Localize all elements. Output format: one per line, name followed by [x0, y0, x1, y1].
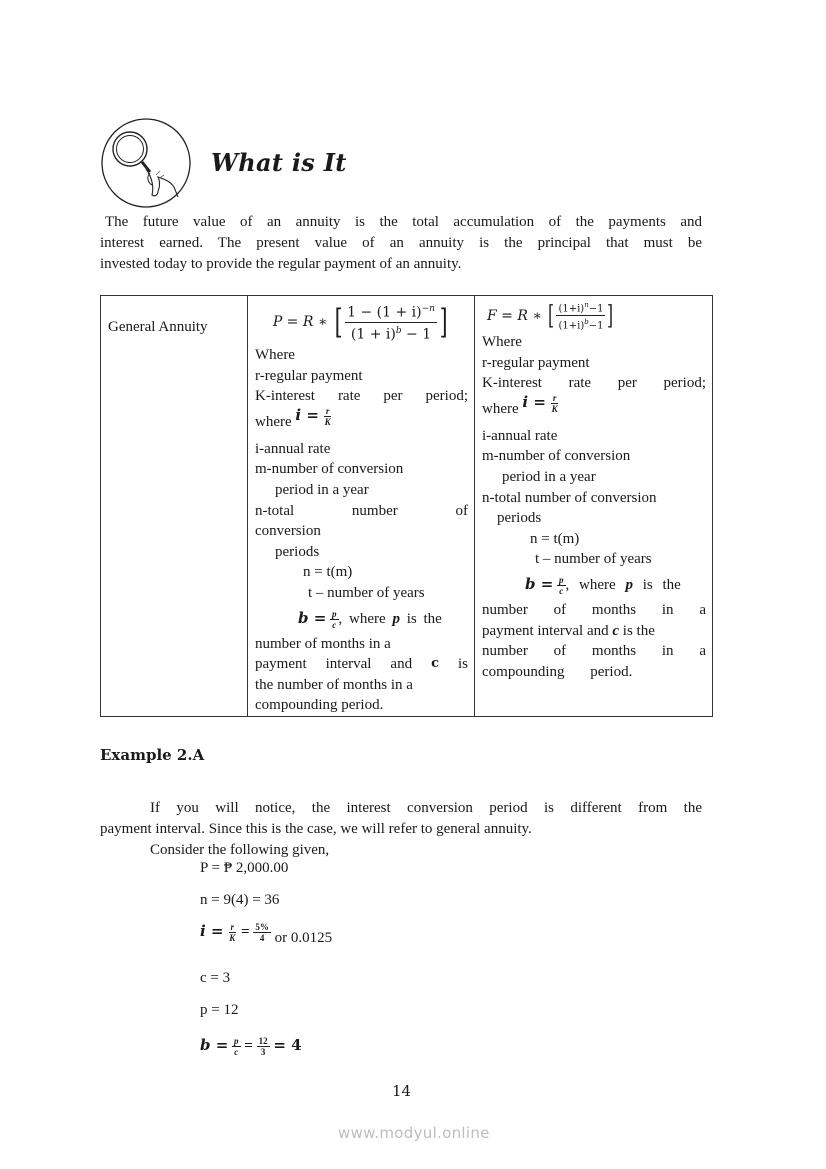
- k-definition: K-interest rate per period;: [255, 388, 468, 405]
- para-line: Consider the following given,: [150, 841, 330, 858]
- b-description: the number of months in a: [255, 676, 413, 693]
- given-c: c = 3: [200, 970, 231, 986]
- n-definition: n-total number of conversion: [482, 489, 657, 506]
- given-b: b = $\frac{p}{c}$ = $\frac{12}{3}$ = 4: [200, 1036, 302, 1058]
- watermark: www.modyul.online: [338, 1124, 490, 1142]
- n-equation: n = t(m): [303, 564, 353, 581]
- intro-line: interest earned. The present value of an annuity is the principal that must be: [100, 234, 702, 251]
- b-description: number of months in a: [482, 643, 706, 660]
- future-value-cell: [475, 296, 713, 717]
- given-p: p = 12: [200, 1002, 239, 1018]
- given-n: n = 9(4) = 36: [200, 892, 280, 908]
- where-label: Where: [482, 334, 522, 350]
- intro-line: The future value of an annuity is the total accumulation of the payments and: [105, 214, 702, 230]
- b-description: number of months in a: [255, 635, 391, 652]
- bracket-right: ]: [439, 302, 448, 343]
- b-formula: b = $\frac{p}{c}$ , where p is the: [298, 608, 442, 630]
- pv-fraction: $\frac{1 - (1 + i)^{-n}}{(1 + i)^b - 1}$: [345, 301, 437, 343]
- example-title: Example 2.A: [100, 746, 205, 764]
- given-i: i = $\frac{r}{K}$ = $\frac{5\%}{4}$ or 0.0125: [200, 922, 333, 946]
- magnifying-glass-hand-icon: [100, 117, 192, 209]
- b-description: compounding period.: [482, 663, 633, 680]
- i-formula: where i = $\frac{r}{K}$: [255, 405, 331, 430]
- intro-line: invested today to provide the regular payment of an annuity.: [100, 255, 462, 272]
- b-description: compounding period.: [255, 697, 384, 714]
- intro-paragraph: [100, 212, 702, 274]
- n-definition-cont: conversion: [255, 523, 321, 540]
- para-line: If you will notice, the interest conversion period is different from the: [150, 800, 702, 816]
- section-title: What is It: [211, 148, 347, 177]
- n-definition: n-total number of: [255, 502, 468, 519]
- bracket-left: [: [548, 300, 555, 331]
- k-definition: K-interest rate per period;: [482, 375, 706, 392]
- general-annuity-table: [100, 295, 713, 717]
- row-label: General Annuity: [108, 319, 208, 335]
- row-label-cell: [101, 296, 248, 717]
- r-definition: r-regular payment: [255, 367, 363, 384]
- r-definition: r-regular payment: [482, 354, 590, 371]
- present-value-formula: P = R ∗ [ $\frac{1 - (1 + i)^{-n}}{(1 + i)^b - 1}$ ]: [272, 302, 448, 343]
- fv-fraction: $\frac{(1+i)^n-1}{(1+i)^b-1}$: [558, 301, 604, 332]
- n-equation: n = t(m): [530, 530, 580, 547]
- example-paragraph: [100, 798, 702, 860]
- t-definition: t – number of years: [308, 584, 425, 601]
- n-definition-cont2: periods: [275, 543, 320, 560]
- bracket-right: ]: [607, 300, 614, 331]
- bracket-left: [: [334, 302, 343, 343]
- t-definition: t – number of years: [535, 551, 652, 568]
- i-definition: i-annual rate: [255, 440, 331, 457]
- m-definition: m-number of conversion: [255, 461, 404, 478]
- m-definition-cont: period in a year: [502, 468, 596, 485]
- b-description: payment interval and c is the: [482, 622, 655, 639]
- n-definition-cont: periods: [497, 510, 542, 527]
- where-label: Where: [255, 347, 295, 363]
- i-definition: i-annual rate: [482, 427, 558, 444]
- future-value-formula: F = R ∗ [ $\frac{(1+i)^n-1}{(1+i)^b-1}$ ]: [487, 300, 614, 332]
- m-definition: m-number of conversion: [482, 448, 631, 465]
- given-P: P = ₱ 2,000.00: [200, 860, 289, 876]
- present-value-cell: [248, 296, 475, 717]
- m-definition-cont: period in a year: [275, 481, 369, 498]
- b-formula: b = $\frac{p}{c}$ , where p is the: [525, 574, 681, 596]
- b-description: number of months in a: [482, 601, 706, 618]
- b-description: payment interval and c is: [255, 656, 468, 673]
- i-formula: where i = $\frac{r}{K}$: [482, 392, 558, 417]
- para-line: payment interval. Since this is the case, we will refer to general annuity.: [100, 820, 532, 837]
- page-number: 14: [392, 1082, 412, 1100]
